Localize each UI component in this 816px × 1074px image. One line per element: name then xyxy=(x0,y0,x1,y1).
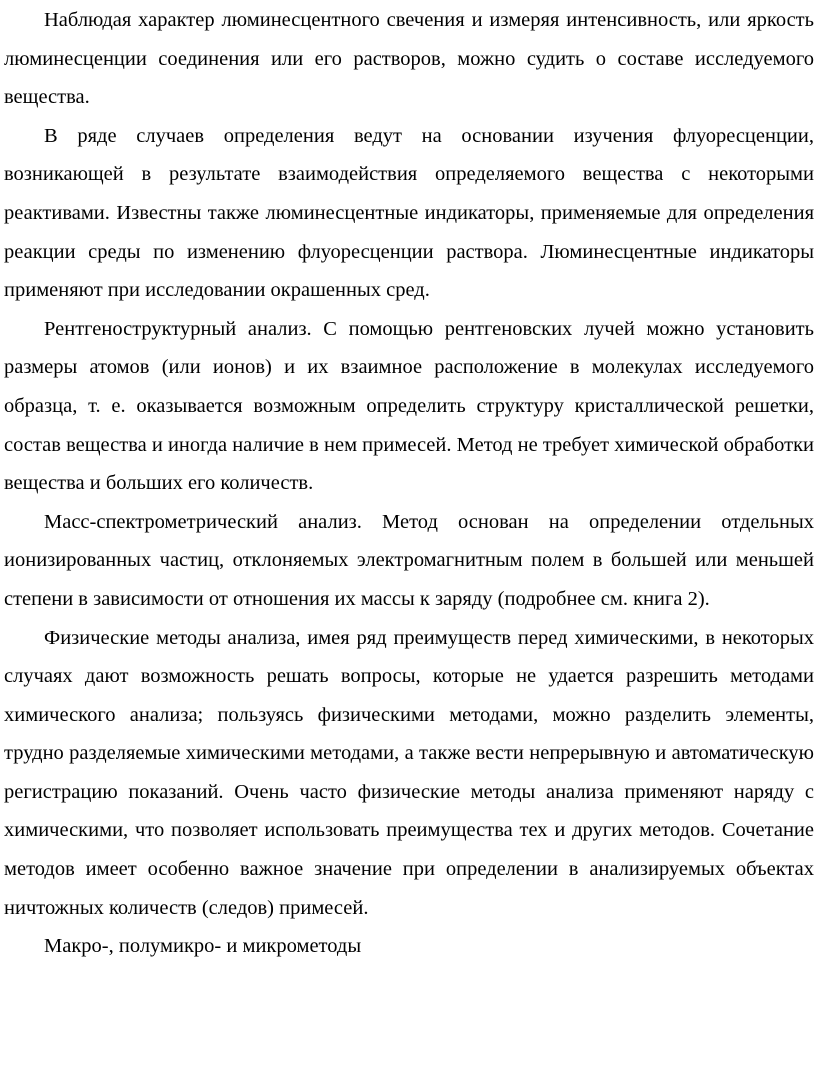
paragraph-fluorescence-indicators: В ряде случаев определения ведут на основании изучения флуоресценции, возникающей в результате взаимодействия определяемого вещества с некоторыми реактивами. Известны также люминесцентные индикаторы, применяемые для определения реакции среды по изменению флуоресценции раствора. Люминесцентные индикаторы применяют при исследовании окрашенных сред. xyxy=(4,124,814,302)
paragraph-x-ray-analysis: Рентгеноструктурный анализ. С помощью рентгеновских лучей можно установить размеры атомов (или ионов) и их взаимное расположение в молекулах исследуемого образца, т. е. оказывается возможным определить структуру кристаллической решетки, состав вещества и иногда наличие в нем примесей. Метод не требует химической обработки вещества и больших его количеств. xyxy=(4,317,814,495)
paragraph-luminescence-composition: Наблюдая характер люминесцентного свечения и измеряя интенсивность, или яркость люминесценции соединения или его растворов, можно судить о составе исследуемого вещества. xyxy=(4,9,814,109)
section-heading-macro-micro-methods: Макро-, полумикро- и микрометоды xyxy=(44,935,362,958)
paragraph-mass-spectrometry: Масс-спектрометрический анализ. Метод основан на определении отдельных ионизированных частиц, отклоняемых электромагнитным полем в большей или меньшей степени в зависимости от отношения их массы к заряду (подробнее см. книга 2). xyxy=(4,510,814,610)
paragraph-physical-methods: Физические методы анализа, имея ряд преимуществ перед химическими, в некоторых случаях дают возможность решать вопросы, которые не удается разрешить методами химического анализа; пользуясь физическими методами, можно разделить элементы, трудно разделяемые химическими методами, а также вести непрерывную и автоматическую регистрацию показаний. Очень часто физические методы анализа применяют наряду с химическими, что позволяет использовать преимущества тех и других методов. Сочетание методов имеет особенно важное значение при определении в анализируемых объектах ничтожных количеств (следов) примесей. xyxy=(4,626,814,919)
document-page xyxy=(4,1,814,966)
